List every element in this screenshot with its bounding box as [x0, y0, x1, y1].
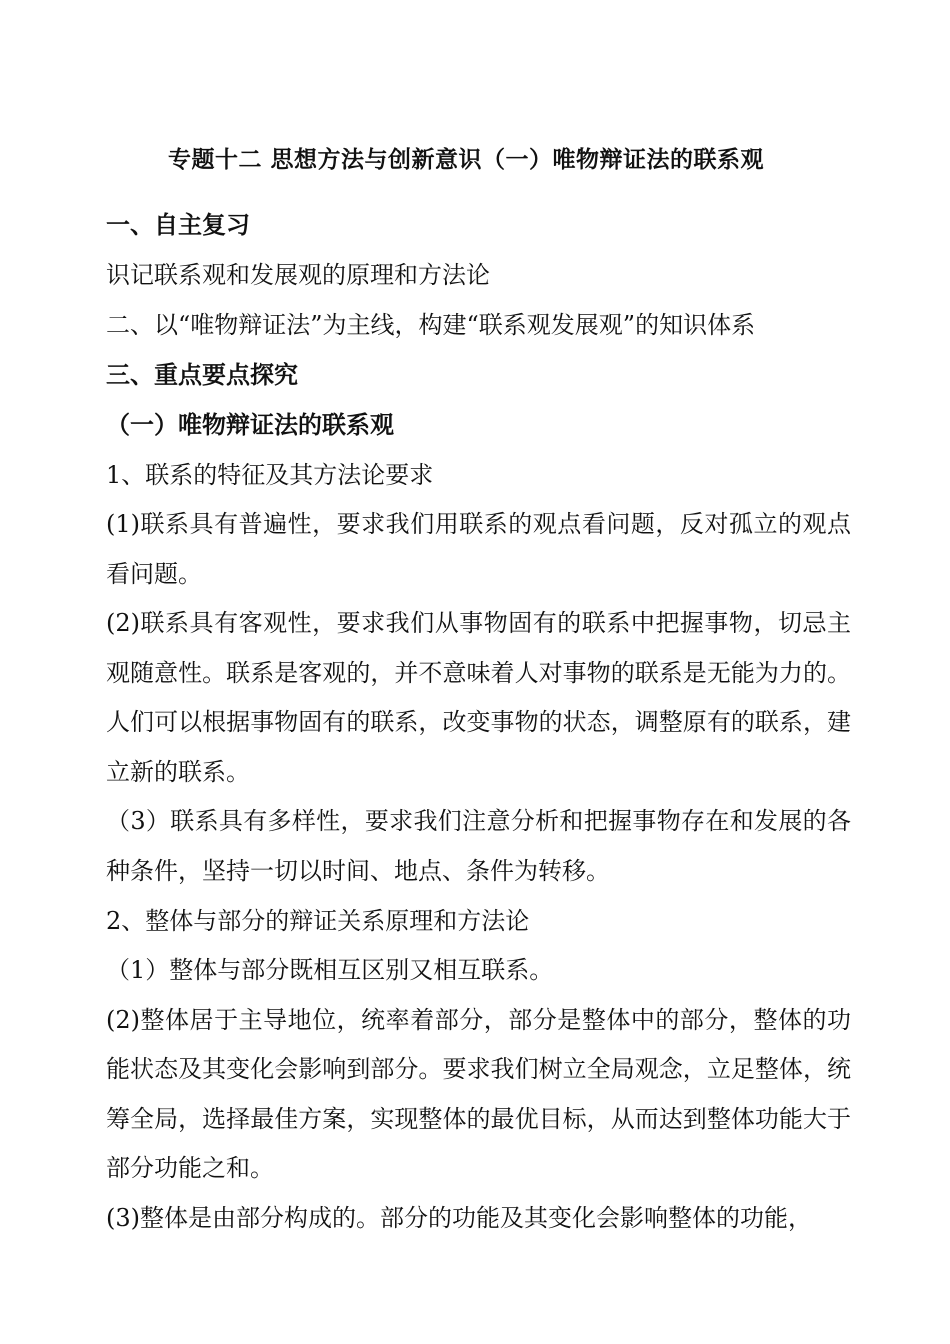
paragraph-objectivity: (2)联系具有客观性，要求我们从事物固有的联系中把握事物，切忌主观随意性。联系是客观的，并不意味着人对事物的联系是无能为力的。人们可以根据事物固有的联系，改变事物的状态，调整原有的联系，建立新的联系。: [106, 609, 851, 786]
document-body: [106, 140, 851, 1243]
paragraph-diversity: （3）联系具有多样性，要求我们注意分析和把握事物存在和发展的各种条件，坚持一切以时间、地点、条件为转移。: [106, 807, 851, 885]
subsection-heading-connection-view: （一）唯物辩证法的联系观: [106, 411, 394, 439]
paragraph-whole-dominant: (2)整体居于主导地位，统率着部分，部分是整体中的部分，整体的功能状态及其变化会影响到部分。要求我们树立全局观念，立足整体，统筹全局，选择最佳方案，实现整体的最优目标，从而达到整体功能大于部分功能之和。: [106, 1005, 851, 1182]
paragraph-whole-part-distinction: （1）整体与部分既相互区别又相互联系。: [106, 956, 554, 984]
section-heading-self-review: 一、自主复习: [106, 211, 250, 239]
paragraph-parts-compose-whole: (3)整体是由部分构成的。部分的功能及其变化会影响整体的功能，: [106, 1203, 812, 1232]
section-text-self-review: 识记联系观和发展观的原理和方法论: [106, 261, 490, 289]
section-heading-key-points: 三、重点要点探究: [106, 361, 298, 389]
document-title: 专题十二 思想方法与创新意识（一）唯物辩证法的联系观: [168, 147, 765, 173]
paragraph-universality: (1)联系具有普遍性，要求我们用联系的观点看问题，反对孤立的观点看问题。: [106, 510, 851, 588]
topic-heading-whole-and-part: 2、整体与部分的辩证关系原理和方法论: [106, 907, 530, 935]
section-knowledge-system: 二、以“唯物辩证法”为主线，构建“联系观发展观”的知识体系: [106, 311, 756, 339]
topic-heading-connection-features: 1、联系的特征及其方法论要求: [106, 461, 434, 489]
